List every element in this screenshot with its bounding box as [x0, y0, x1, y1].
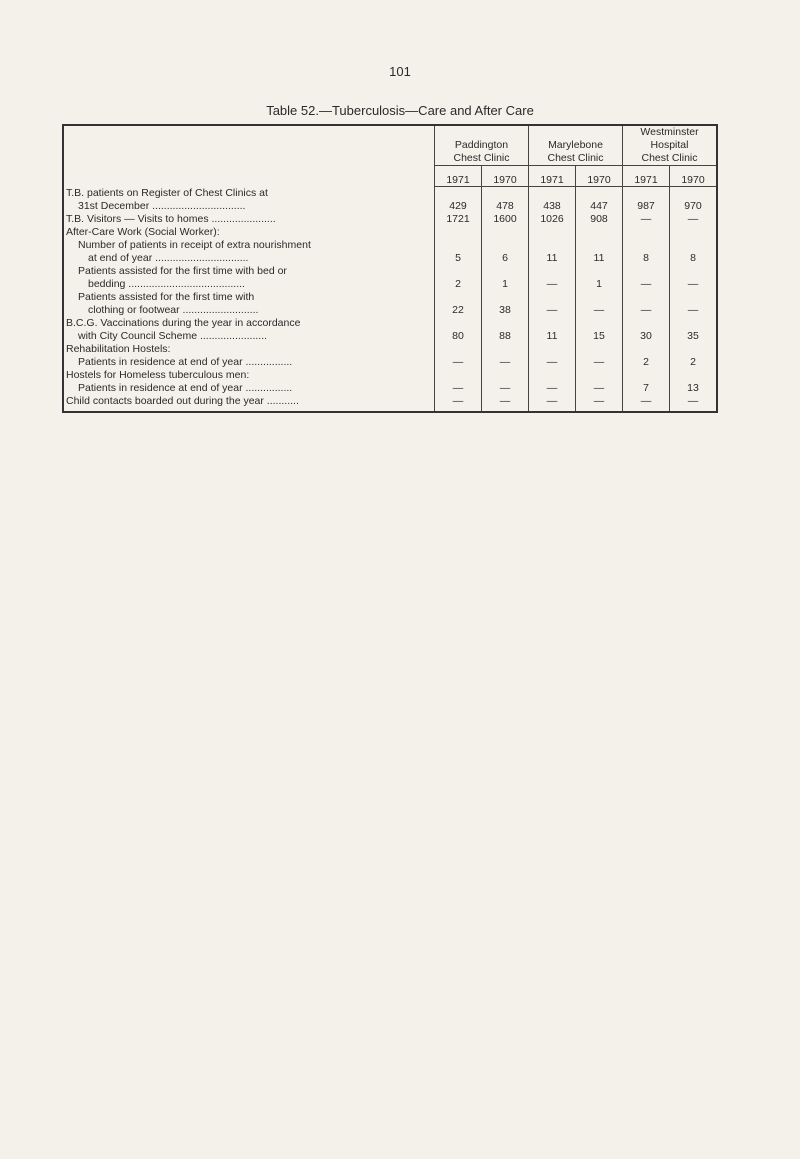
value-cell: — — [435, 395, 482, 412]
value-cell: — — [482, 382, 529, 395]
year-header: 1971 — [435, 166, 482, 187]
value-cell: 908 — [576, 213, 623, 226]
table-title: Table 52.—Tuberculosis—Care and After Care — [266, 103, 534, 118]
row-label-line: bedding ........................................ — [88, 278, 245, 290]
table-row — [63, 382, 717, 395]
value-cell: 2 — [670, 356, 718, 369]
value-cell: 1721 — [435, 213, 482, 226]
year-header: 1971 — [623, 166, 670, 187]
table-row — [63, 317, 717, 343]
value-cell: 11 — [529, 239, 576, 265]
group-line: Chest Clinic — [547, 152, 604, 164]
group-line: Chest Clinic — [641, 152, 698, 164]
row-label-line: at end of year ................................ — [88, 252, 249, 264]
group-line: Westminster — [640, 126, 699, 138]
group-line: Paddington — [454, 139, 509, 151]
value-cell — [482, 369, 529, 382]
row-label-line: After-Care Work (Social Worker): — [66, 226, 220, 238]
row-label — [63, 187, 435, 214]
group-header-westminster — [623, 125, 718, 166]
value-cell: — — [529, 382, 576, 395]
group-line: Chest Clinic — [453, 152, 510, 164]
row-label — [63, 343, 435, 356]
value-cell — [576, 343, 623, 356]
value-cell: 15 — [576, 317, 623, 343]
value-cell: — — [482, 395, 529, 412]
table-row — [63, 226, 717, 239]
value-cell: — — [576, 291, 623, 317]
row-label-line: 31st December ................................ — [78, 200, 246, 212]
table-row — [63, 343, 717, 356]
group-line: Marylebone — [548, 139, 603, 151]
table-row — [63, 187, 717, 214]
value-cell: 970 — [670, 187, 718, 214]
value-cell — [623, 369, 670, 382]
value-cell: 1026 — [529, 213, 576, 226]
value-cell: 35 — [670, 317, 718, 343]
row-label-line: Rehabilitation Hostels: — [66, 343, 171, 355]
value-cell: — — [670, 265, 718, 291]
value-cell — [576, 369, 623, 382]
value-cell: 447 — [576, 187, 623, 214]
value-cell: 478 — [482, 187, 529, 214]
value-cell — [670, 226, 718, 239]
value-cell: — — [576, 356, 623, 369]
value-cell — [529, 226, 576, 239]
value-cell: — — [670, 291, 718, 317]
value-cell — [670, 343, 718, 356]
row-label-line: B.C.G. Vaccinations during the year in accordance — [66, 317, 301, 329]
row-label — [63, 369, 435, 382]
value-cell: 1 — [482, 265, 529, 291]
page-number: 101 — [389, 64, 411, 79]
value-cell: 22 — [435, 291, 482, 317]
value-cell: 6 — [482, 239, 529, 265]
table-row — [63, 239, 717, 265]
stub-header — [63, 125, 435, 187]
value-cell — [435, 369, 482, 382]
value-cell: 30 — [623, 317, 670, 343]
value-cell: 429 — [435, 187, 482, 214]
value-cell: — — [576, 382, 623, 395]
row-label — [63, 239, 435, 265]
group-header-row — [63, 125, 717, 166]
year-header: 1970 — [482, 166, 529, 187]
value-cell: 438 — [529, 187, 576, 214]
row-label — [63, 291, 435, 317]
value-cell: — — [435, 382, 482, 395]
value-cell — [623, 343, 670, 356]
row-label-line: Number of patients in receipt of extra nourishment — [78, 239, 311, 251]
value-cell: 11 — [529, 317, 576, 343]
row-label — [63, 265, 435, 291]
table-row — [63, 369, 717, 382]
row-label — [63, 382, 435, 395]
value-cell — [435, 343, 482, 356]
value-cell — [529, 369, 576, 382]
value-cell: 88 — [482, 317, 529, 343]
value-cell: 8 — [623, 239, 670, 265]
value-cell: 2 — [435, 265, 482, 291]
value-cell — [623, 226, 670, 239]
table-row — [63, 356, 717, 369]
row-label-line: Patients in residence at end of year ................ — [78, 382, 293, 394]
value-cell: 2 — [623, 356, 670, 369]
row-label-line: Patients assisted for the first time with bed or — [78, 265, 287, 277]
row-label — [63, 356, 435, 369]
value-cell: — — [529, 265, 576, 291]
row-label-line: Patients assisted for the first time with — [78, 291, 255, 303]
row-label-line: Child contacts boarded out during the year ........... — [66, 395, 299, 407]
value-cell: 1 — [576, 265, 623, 291]
row-label-line: with City Council Scheme ....................... — [78, 330, 268, 342]
value-cell: — — [529, 291, 576, 317]
value-cell: — — [623, 213, 670, 226]
table-row — [63, 265, 717, 291]
value-cell: — — [435, 356, 482, 369]
value-cell — [482, 226, 529, 239]
row-label-line: T.B. patients on Register of Chest Clinics at — [66, 187, 268, 199]
value-cell: 80 — [435, 317, 482, 343]
group-header-marylebone — [529, 125, 623, 166]
table-row — [63, 213, 717, 226]
value-cell — [435, 226, 482, 239]
value-cell: 5 — [435, 239, 482, 265]
value-cell: 8 — [670, 239, 718, 265]
value-cell: — — [623, 291, 670, 317]
value-cell: 987 — [623, 187, 670, 214]
value-cell — [482, 343, 529, 356]
year-header: 1971 — [529, 166, 576, 187]
row-label-line: clothing or footwear .......................... — [88, 304, 259, 316]
value-cell: — — [482, 356, 529, 369]
value-cell: — — [670, 395, 718, 412]
row-label-line: Patients in residence at end of year ................ — [78, 356, 293, 368]
row-label — [63, 213, 435, 226]
year-header: 1970 — [576, 166, 623, 187]
group-line: Hospital — [650, 139, 689, 151]
table-row — [63, 395, 717, 412]
value-cell: — — [576, 395, 623, 412]
value-cell: — — [670, 213, 718, 226]
row-label — [63, 395, 435, 412]
value-cell: 7 — [623, 382, 670, 395]
row-label-line: Hostels for Homeless tuberculous men: — [66, 369, 250, 381]
value-cell: — — [529, 395, 576, 412]
value-cell: — — [623, 265, 670, 291]
row-label — [63, 226, 435, 239]
table-row — [63, 291, 717, 317]
value-cell: — — [623, 395, 670, 412]
care-table — [62, 124, 718, 413]
value-cell — [670, 369, 718, 382]
value-cell — [529, 343, 576, 356]
value-cell: 11 — [576, 239, 623, 265]
table-body — [63, 187, 717, 413]
group-header-paddington — [435, 125, 529, 166]
value-cell: 1600 — [482, 213, 529, 226]
row-label — [63, 317, 435, 343]
value-cell — [576, 226, 623, 239]
year-header: 1970 — [670, 166, 718, 187]
value-cell: 38 — [482, 291, 529, 317]
row-label-line: T.B. Visitors — Visits to homes ...................... — [66, 213, 276, 225]
value-cell: — — [529, 356, 576, 369]
value-cell: 13 — [670, 382, 718, 395]
